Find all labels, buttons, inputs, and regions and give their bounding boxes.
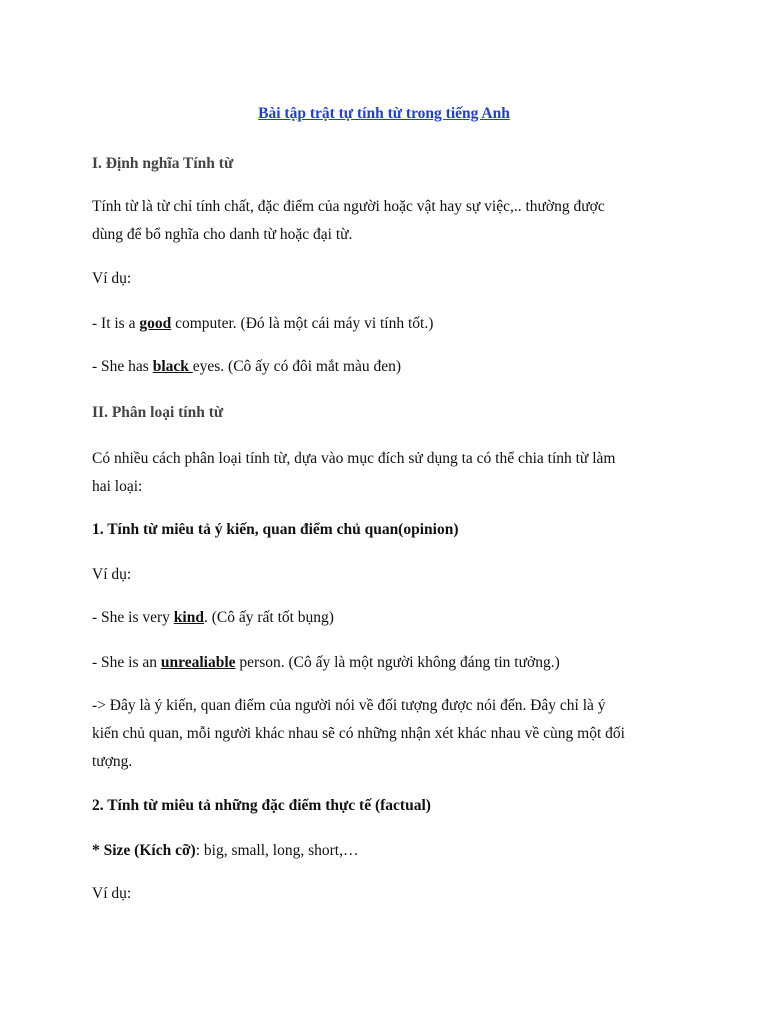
example-text: eyes. (Cô ấy có đôi mắt màu đen) <box>192 358 402 375</box>
example-text: - She is an <box>92 654 161 671</box>
example-text: - She has <box>92 358 153 375</box>
example-keyword: kind <box>173 609 204 626</box>
subsection2-size-line <box>92 837 682 865</box>
section1-example2 <box>92 353 682 381</box>
section1-example-label: Ví dụ: <box>92 270 132 287</box>
example-text: computer. (Đó là một cái máy vi tính tốt.) <box>171 315 434 332</box>
subsection1-example1 <box>92 604 682 632</box>
subsection2-heading: 2. Tính từ miêu tả những đặc điểm thực tế (factual) <box>92 797 431 814</box>
example-text: person. (Cô ấy là một người không đáng tin tưởng.) <box>235 654 560 671</box>
size-values: : big, small, long, short,… <box>195 842 359 859</box>
example-keyword: unrealiable <box>160 654 236 671</box>
example-text: . (Cô ấy rất tốt bụng) <box>203 609 334 626</box>
section1-heading: I. Định nghĩa Tính từ <box>92 155 234 172</box>
size-label: * Size (Kích cỡ) <box>92 842 196 859</box>
section1-example1 <box>92 310 682 338</box>
subsection2-example-label: Ví dụ: <box>92 885 132 902</box>
section2-heading: II. Phân loại tính từ <box>92 404 224 421</box>
subsection1-example2 <box>92 649 682 677</box>
example-keyword: good <box>139 315 172 332</box>
section1-paragraph-line1: Tính từ là từ chỉ tính chất, đặc điểm của người hoặc vật hay sự việc,.. thường được <box>92 198 605 215</box>
section2-paragraph-line2: hai loại: <box>92 478 143 495</box>
subsection1-note-line1: -> Đây là ý kiến, quan điểm của người nói về đối tượng được nói đến. Đây chỉ là ý <box>92 697 606 714</box>
example-text: - She is very <box>92 609 174 626</box>
subsection1-heading: 1. Tính từ miêu tả ý kiến, quan điểm chủ quan(opinion) <box>92 521 459 538</box>
subsection1-note-line3: tượng. <box>92 753 133 770</box>
example-keyword: black <box>152 358 193 375</box>
document-title: Bài tập trật tự tính từ trong tiếng Anh <box>258 105 510 122</box>
section1-paragraph-line2: dùng để bổ nghĩa cho danh từ hoặc đại từ. <box>92 226 353 243</box>
section2-paragraph-line1: Có nhiều cách phân loại tính từ, dựa vào mục đích sử dụng ta có thể chia tính từ làm <box>92 450 616 467</box>
example-text: - It is a <box>92 315 140 332</box>
subsection1-note-line2: kiến chủ quan, mỗi người khác nhau sẽ có những nhận xét khác nhau về cùng một đối <box>92 725 625 742</box>
subsection1-example-label: Ví dụ: <box>92 566 132 583</box>
